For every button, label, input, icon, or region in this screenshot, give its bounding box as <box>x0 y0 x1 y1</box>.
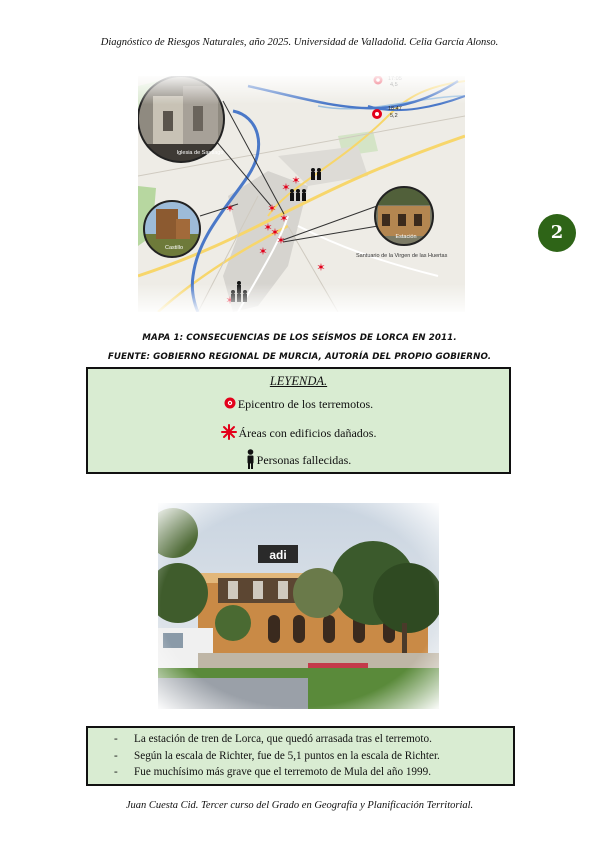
legend-item-epicenter <box>88 397 509 413</box>
legend-item-fatality <box>88 449 509 473</box>
earthquake-map <box>138 76 465 312</box>
note-text: Fue muchísimo más grave que el terremoto de Mula del año 1999. <box>134 766 432 778</box>
page-footer: Juan Cuesta Cid. Tercer curso del Grado en Geografía y Planificación Territorial. <box>125 800 474 811</box>
damage-star-icon <box>221 424 237 444</box>
legend-item-damage <box>88 424 509 444</box>
note-item: - Fue muchísimo más grave que el terremoto de Mula del año 1999. <box>114 766 432 778</box>
note-text: Según la escala de Richter, fue de 5,1 puntos en la escala de Richter. <box>134 749 440 762</box>
map-caption-title: MAPA 1: CONSECUENCIAS DE LOS SEÍSMOS DE LORCA EN 2011. <box>142 333 457 343</box>
note-text: La estación de tren de Lorca, que quedó arrasada tras el terremoto. <box>134 733 432 745</box>
person-icon <box>246 449 255 473</box>
legend-label-epicenter: Epicentro de los terremotos. <box>237 397 374 411</box>
page-number-badge: 2 <box>538 214 576 252</box>
legend-box <box>86 367 511 474</box>
note-item: - Según la escala de Richter, fue de 5,1 puntos en la escala de Richter. <box>114 749 440 762</box>
legend-title: LEYENDA. <box>269 374 328 388</box>
legend-label-fatality: Personas fallecidas. <box>256 452 352 467</box>
map-caption-source: FUENTE: GOBIERNO REGIONAL DE MURCIA, AUTORÍA DEL PROPIO GOBIERNO. <box>107 352 492 362</box>
notes-box <box>86 726 515 786</box>
station-photo <box>158 503 439 709</box>
legend-label-damage: Áreas con edificios dañados. <box>238 425 377 440</box>
notes-list <box>88 728 513 781</box>
note-item: - La estación de tren de Lorca, que quedó arrasada tras el terremoto. <box>114 733 432 745</box>
page-header: Diagnóstico de Riesgos Naturales, año 2025. Universidad de Valladolid. Celia García Alonso. <box>100 37 499 48</box>
epicenter-icon <box>224 397 236 413</box>
